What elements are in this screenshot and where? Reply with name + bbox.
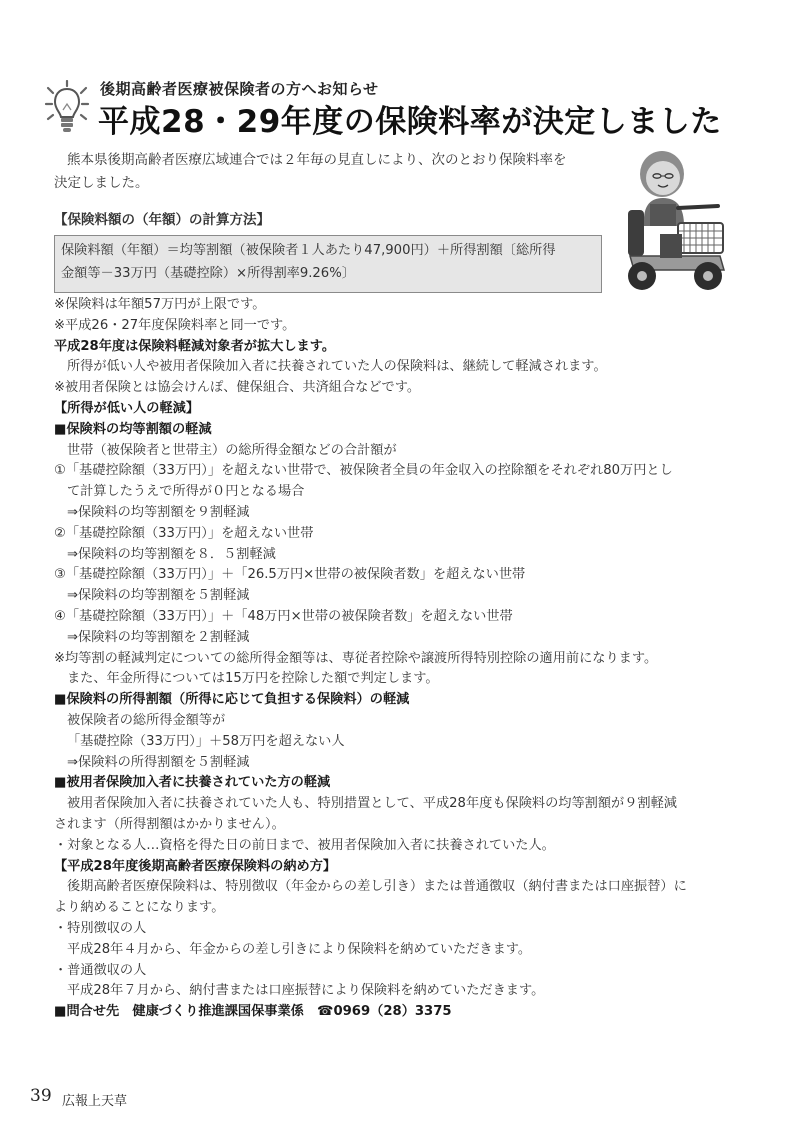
intro-paragraph [54, 149, 614, 195]
body-line: ⇒保険料の均等割額を２割軽減 [67, 629, 250, 645]
body-line: ■問合せ先 健康づくり推進課国保事業係 ☎0969（28）3375 [54, 1004, 452, 1020]
notice-subtitle: 後期高齢者医療被保険者の方へお知らせ [100, 80, 379, 98]
body-line: 【平成28年度後期高齢者医療保険料の納め方】 [54, 858, 337, 874]
body-line: ④「基礎控除額（33万円）」＋「48万円×世帯の被保険者数」を超えない世帯 [54, 608, 513, 624]
senior-scooter-illustration [620, 148, 730, 296]
body-line: ※被用者保険とは協会けんぽ、健保組合、共済組合などです。 [54, 380, 421, 396]
formula-box [54, 235, 602, 293]
page-number: 39 [30, 1086, 52, 1106]
body-line: 所得が低い人や被用者保険加入者に扶養されていた人の保険料は、継続して軽減されます。 [67, 359, 607, 375]
body-line: ■被用者保険加入者に扶養されていた方の軽減 [54, 775, 331, 791]
body-line: ※均等割の軽減判定についての総所得金額等は、専従者控除や譲渡所得特別控除の適用前になります。 [54, 650, 658, 666]
body-line: ⇒保険料の均等割額を８．５割軽減 [67, 546, 276, 562]
body-text [54, 295, 754, 1023]
body-line: 平成28年４月から、年金からの差し引きにより保険料を納めていただきます。 [67, 941, 532, 957]
intro-line-1: 熊本県後期高齢者医療広域連合では２年毎の見直しにより、次のとおり保険料率を [67, 152, 567, 168]
body-line: 被保険者の総所得金額等が [67, 712, 226, 728]
formula-line-1: 保険料額（年額）＝均等割額（被保険者１人あたり47,900円）＋所得割額〔総所得 [61, 243, 556, 258]
body-line: て計算したうえで所得が０円となる場合 [67, 484, 305, 500]
publication-name: 広報上天草 [62, 1094, 128, 1109]
body-line: ⇒保険料の均等割額を５割軽減 [67, 588, 250, 604]
body-line: ⇒保険料の均等割額を９割軽減 [67, 504, 250, 520]
body-line: 平成28年７月から、納付書または口座振替により保険料を納めていただきます。 [67, 983, 545, 999]
body-line: ※保険料は年額57万円が上限です。 [54, 297, 266, 312]
body-line: 被用者保険加入者に扶養されていた人も、特別措置として、平成28年度も保険料の均等割額が９割軽減 [67, 796, 677, 812]
body-line: ・対象となる人…資格を得た日の前日まで、被用者保険加入者に扶養されていた人。 [54, 837, 555, 853]
body-line: ③「基礎控除額（33万円）」＋「26.5万円×世帯の被保険者数」を超えない世帯 [54, 567, 526, 583]
body-line: 平成28年度は保険料軽減対象者が拡大します。 [54, 338, 336, 354]
intro-line-2: 決定しました。 [54, 175, 149, 191]
body-line: ②「基礎控除額（33万円）」を超えない世帯 [54, 525, 314, 541]
body-line: また、年金所得については15万円を控除した額で判定します。 [67, 671, 439, 687]
body-line: ■保険料の均等割額の軽減 [54, 421, 212, 437]
body-line: されます（所得割額はかかりません）。 [54, 816, 285, 832]
body-line: ⇒保険料の所得割額を５割軽減 [67, 754, 250, 770]
body-line: ・特別徴収の人 [54, 920, 147, 936]
body-line: 後期高齢者医療保険料は、特別徴収（年金からの差し引き）または普通徴収（納付書または口座振替）に [67, 879, 687, 895]
formula-line-2: 金額等－33万円（基礎控除）×所得割率9.26%〕 [61, 266, 355, 281]
body-line: より納めることになります。 [54, 900, 225, 916]
body-line: ・普通徴収の人 [54, 962, 147, 978]
body-line: 世帯（被保険者と世帯主）の総所得金額などの合計額が [67, 442, 397, 458]
body-line: ■保険料の所得割額（所得に応じて負担する保険料）の軽減 [54, 692, 410, 708]
body-line: ※平成26・27年度保険料率と同一です。 [54, 317, 296, 333]
body-line: 【所得が低い人の軽減】 [54, 400, 200, 416]
calc-method-heading: 【保険料額の（年額）の計算方法】 [54, 212, 270, 228]
body-line: ①「基礎控除額（33万円）」を超えない世帯で、被保険者全員の年金収入の控除額をそれぞれ80万円とし [54, 463, 673, 479]
page-title: 平成28・29年度の保険料率が決定しました [98, 104, 722, 140]
lightbulb-icon [44, 80, 90, 136]
body-line: 「基礎控除（33万円）」＋58万円を超えない人 [67, 733, 345, 749]
